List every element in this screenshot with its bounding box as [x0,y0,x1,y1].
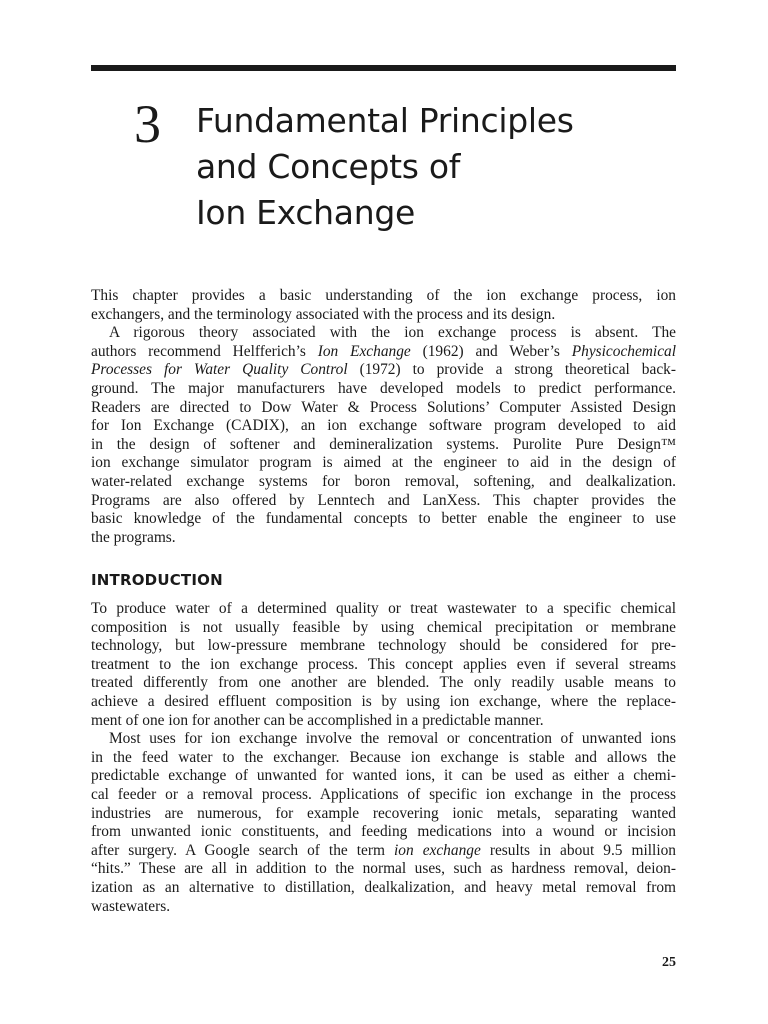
text-run: (1972) to provide a strong theoretical back- [347,361,676,379]
text-line: treatment to the ion exchange process. This concept applies even if several streams [91,655,676,673]
text-line: technology, but low-pressure membrane technology should be considered for pre- [91,637,676,655]
text-line: cal feeder or a removal process. Applications of specific ion exchange in the process [91,785,676,803]
text-line: predictable exchange of unwanted for wanted ions, it can be used as either a chemi- [91,767,676,785]
chapter-title-line: Fundamental Principles [196,101,574,140]
text-line: Programs are also offered by Lenntech and LanXess. This chapter provides the [91,491,676,509]
text-line: To produce water of a determined quality or treat wastewater to a specific chemical [91,600,676,617]
text-line: ization as an alternative to distillation, dealkalization, and heavy metal removal from [91,878,676,896]
text-line: Most uses for ion exchange involve the removal or concentration of unwanted ions [109,730,676,748]
text-line: “hits.” These are all in addition to the normal uses, such as hardness removal, deion- [91,860,676,878]
text-line: from unwanted ionic constituents, and feeding medications into a wound or incision [91,823,676,841]
chapter-top-rule [91,65,676,71]
text-run: results in about 9.5 million [480,841,677,859]
section-paragraph-2 [91,730,676,916]
text-line: in the feed water to the exchanger. Because ion exchange is stable and allows the [91,748,676,766]
book-title-processes: Processes for Water Quality Control [91,361,348,379]
text-line: achieve a desired effluent composition is by using ion exchange, where the replace- [91,692,676,710]
text-line: Readers are directed to Dow Water & Process Solutions’ Computer Assisted Design [91,398,676,416]
chapter-title-line: and Concepts of [196,147,461,186]
text-line: treated differently from one another are blended. The only readily usable means to [91,674,676,692]
chapter-title [196,98,574,236]
book-title-ion-exchange: Ion Exchange [317,342,411,360]
text-line [91,343,676,362]
text-line: wastewaters. [91,897,171,915]
text-line: This chapter provides a basic understanding of the ion exchange process, ion [91,287,676,304]
page-number: 25 [662,955,676,970]
text-line: A rigorous theory associated with the ion exchange process is absent. The [109,324,676,342]
intro-paragraph-2 [91,324,676,547]
chapter-number: 3 [134,94,161,154]
text-line [91,842,676,861]
text-line [91,361,676,380]
text-line: industries are numerous, for example recovering ionic metals, separating wanted [91,804,676,822]
section-paragraph-1 [91,600,676,730]
chapter-intro [91,287,676,547]
text-line: ion exchange simulator program is aimed at the engineer to aid in the design of [91,454,676,472]
text-run: after surgery. A Google search of the term [91,841,394,859]
text-run: authors recommend Helfferich’s [91,342,318,360]
text-line: ground. The major manufacturers have developed models to predict performance. [91,379,676,397]
text-line: water-related exchange systems for boron removal, softening, and dealkalization. [91,472,676,490]
section-heading-introduction: INTRODUCTION [91,571,223,589]
text-run: (1962) and Weber’s [410,342,572,360]
chapter-title-line: Ion Exchange [196,193,415,232]
text-line: for Ion Exchange (CADIX), an ion exchange software program developed to aid [91,417,676,435]
text-line: ment of one ion for another can be accomplished in a predictable manner. [91,711,544,729]
text-line: the programs. [91,528,176,546]
search-term-ion-exchange: ion exchange [394,841,481,859]
text-line: in the design of softener and demineralization systems. Purolite Pure Design™ [91,435,676,453]
intro-paragraph-1 [91,287,676,324]
book-title-physicochemical: Physicochemical [571,342,677,360]
text-line: exchangers, and the terminology associated with the process and its design. [91,305,556,323]
text-line: composition is not usually feasible by using chemical precipitation or membrane [91,618,676,636]
text-line: basic knowledge of the fundamental concepts to better enable the engineer to use [91,510,676,528]
introduction-section-body [91,600,676,916]
